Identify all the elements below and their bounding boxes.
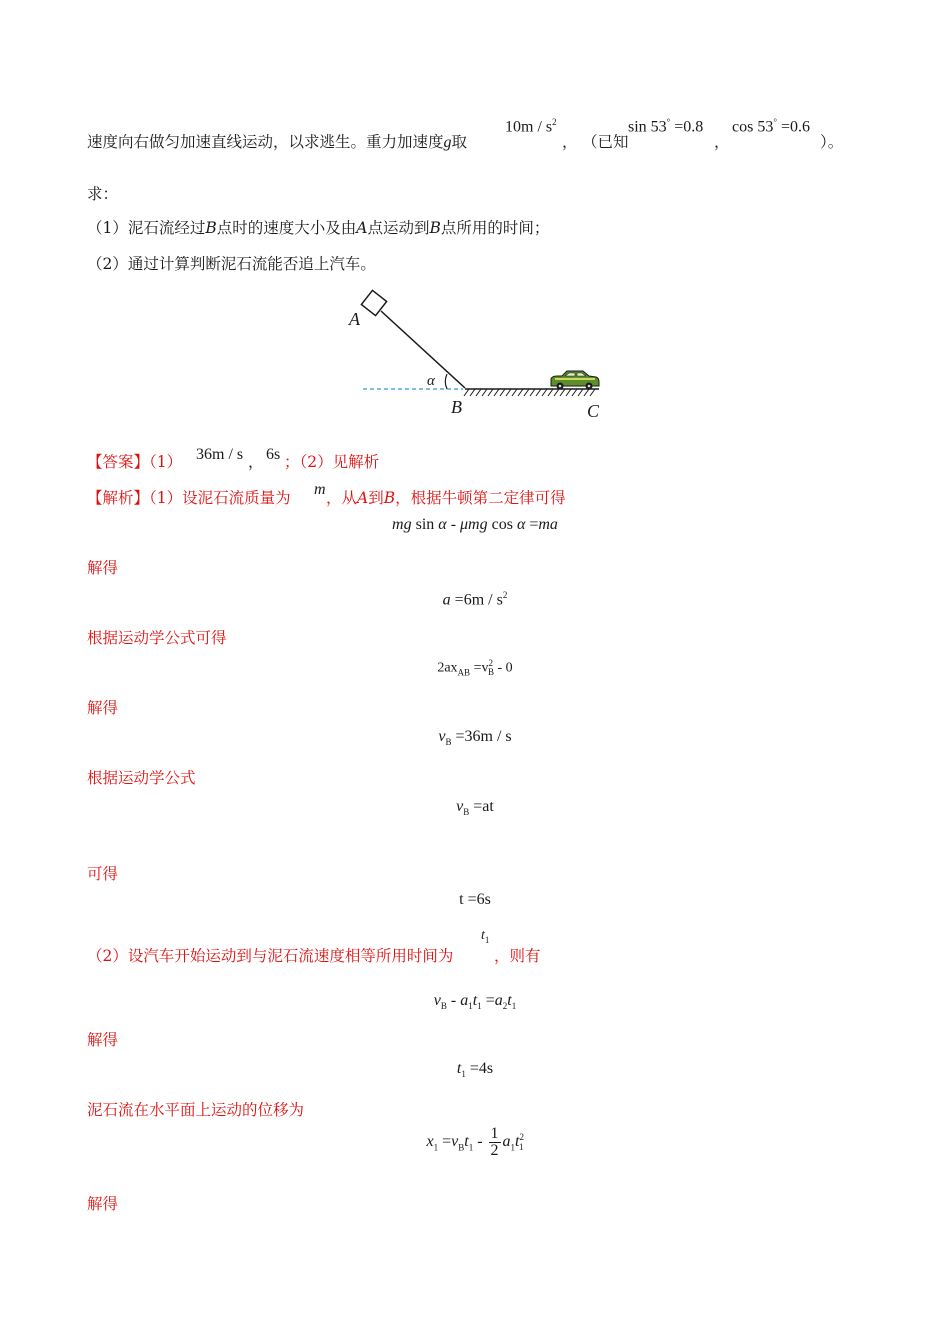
answer-time: 6s [266, 446, 281, 463]
var-t1 [481, 928, 489, 945]
var-m [314, 481, 326, 499]
sub: 1 [484, 934, 490, 945]
g-value [505, 117, 557, 136]
denominator: 2 [490, 1142, 499, 1159]
kinematics-label: 根据运动学公式可得 [87, 629, 227, 647]
analysis-tag: 【解析】 [87, 489, 150, 507]
value: =4s [469, 1060, 494, 1077]
label-B: B [451, 397, 462, 417]
equation-velocity-equal: $v_B - a_1t_1 =a_2t_1$ [433, 992, 517, 1012]
incline-line [381, 311, 465, 388]
solve-label: 解得 [87, 699, 119, 717]
answer-part2 [284, 450, 379, 472]
var-g: g [443, 134, 452, 151]
term: =v [473, 660, 489, 676]
g-value-text: 10m / s [505, 118, 553, 136]
known-close: ）。 [820, 133, 844, 151]
text: 速度向右做匀加速直线运动，以求逃生。重力加速度 [87, 133, 444, 151]
text: 到 [368, 489, 384, 507]
value: =6m / s [454, 591, 503, 609]
equation-displacement: $x_1 =v_Bt_1$ - $\frac{1}{2}$ $a_1t^2_1$ [426, 1125, 524, 1159]
t: t [481, 928, 485, 943]
exp: 2 [502, 590, 508, 600]
text: ，根据牛顿第二定律可得 [395, 489, 566, 507]
point-A: A [356, 219, 368, 237]
numerator: 1 [490, 1125, 499, 1142]
car-icon [551, 371, 599, 390]
var-a: a [442, 591, 451, 609]
term: - 0 [497, 660, 513, 676]
known-open: （已知 [582, 133, 629, 151]
question-1 [87, 216, 549, 238]
solve-label: 解得 [87, 1031, 119, 1049]
answer-line [87, 450, 182, 472]
sub: B [445, 737, 452, 748]
text: （1）泥石流经过 [87, 219, 206, 237]
label-C: C [587, 401, 600, 421]
point-B: B [429, 219, 441, 237]
var-t: t [456, 1060, 462, 1077]
text: 取 [451, 133, 468, 151]
sub: AB [457, 667, 471, 678]
text: （1）设泥石流质量为 [149, 489, 291, 507]
text: 点运动到 [367, 219, 430, 237]
label-A: A [349, 309, 360, 329]
equation-t1 [0, 1060, 950, 1079]
value: =36m / s [455, 728, 512, 745]
part2-intro: （2）设汽车开始运动到与泥石流速度相等所用时间为 [87, 947, 454, 965]
text: ，从 [326, 489, 358, 507]
analysis-intro [87, 486, 291, 508]
part2-intro-2: ，则有 [494, 947, 541, 965]
m: m [314, 481, 326, 498]
point-B: B [383, 489, 396, 507]
incline-figure [349, 285, 615, 425]
displacement-label: 泥石流在水平面上运动的位移为 [87, 1101, 305, 1119]
text: 点时的速度大小及由 [216, 219, 357, 237]
answer-tag: 【答案】 [87, 453, 150, 471]
equation-newton: mg sin α - μmg cos α =ma [392, 516, 558, 533]
sin-given [628, 117, 703, 136]
cos-given [732, 117, 810, 136]
sin-expr: sin 53 [628, 118, 667, 136]
answer-sep: ， [248, 453, 264, 471]
text: （2）见解析 [299, 453, 380, 471]
sin-value: =0.8 [674, 118, 704, 136]
label-alpha: α [427, 373, 435, 389]
equation-acceleration [0, 590, 950, 609]
equation-vB [0, 728, 950, 747]
var-v: v [456, 798, 464, 815]
comma: ， [562, 133, 578, 151]
sub: B [487, 667, 494, 678]
degree: ° [773, 117, 777, 127]
answer-velocity: 36m / s [196, 446, 244, 463]
sub: 1 [461, 1069, 466, 1080]
comma: ， [714, 133, 730, 151]
question-2: （2）通过计算判断泥石流能否追上汽车。 [87, 255, 376, 273]
var-v: v [438, 728, 446, 745]
cos-expr: cos 53 [732, 118, 774, 136]
cos-value: =0.6 [780, 118, 810, 136]
kinematics-label: 根据运动学公式 [87, 769, 196, 787]
problem-line-1 [87, 130, 467, 152]
value: =at [473, 798, 494, 815]
solve-label: 解得 [87, 559, 119, 577]
analysis-intro-2 [326, 486, 566, 508]
angle-arc [445, 374, 447, 389]
text: ； [284, 453, 300, 471]
degree: ° [666, 117, 671, 127]
term: 2ax [437, 660, 458, 676]
point-A: A [357, 489, 369, 507]
ask-label: 求： [87, 185, 119, 203]
text: （1） [149, 453, 183, 471]
equation-v-at [0, 798, 950, 817]
solve-label: 解得 [87, 1195, 119, 1213]
g-exp: 2 [552, 117, 557, 127]
equation-t: t =6s [459, 891, 491, 908]
equation-kinematics: $2ax_{AB} =v^2_B - 0$ [437, 658, 513, 678]
ground-hatch [464, 389, 595, 396]
point-B: B [205, 219, 217, 237]
fraction [489, 1126, 501, 1159]
sub: B [463, 807, 470, 818]
text: 点所用的时间； [440, 219, 550, 237]
get-label: 可得 [87, 865, 119, 883]
